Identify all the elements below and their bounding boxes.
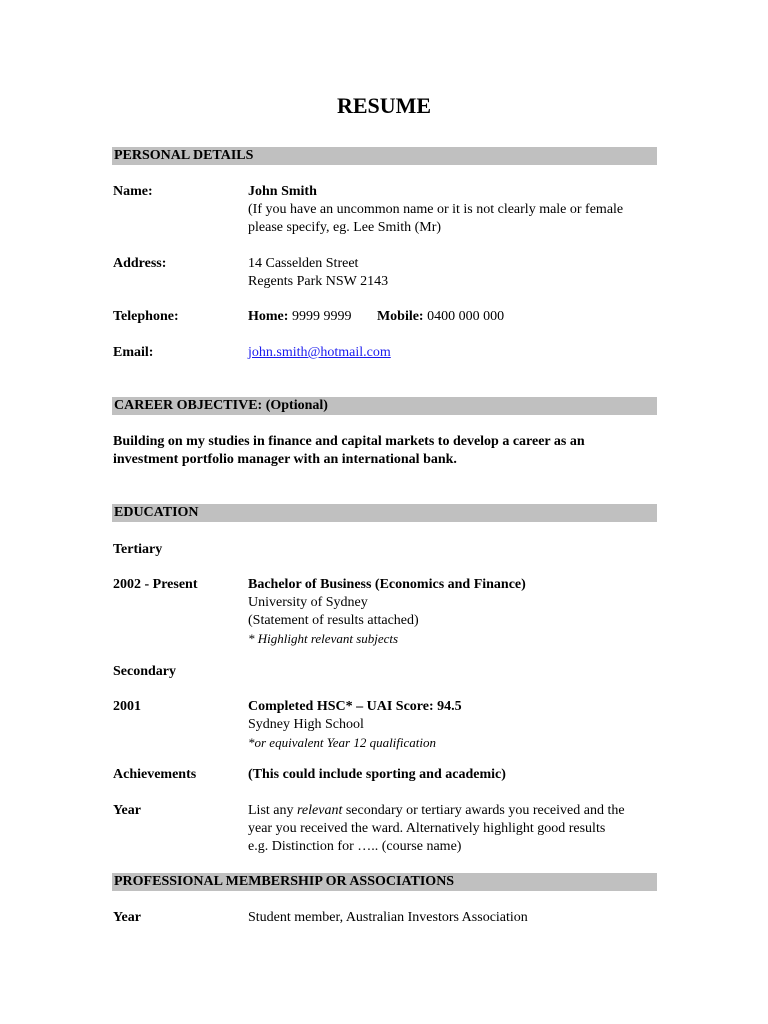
email-link[interactable]: john.smith@hotmail.com	[248, 345, 391, 360]
secondary-school: Sydney High School	[248, 717, 364, 732]
section-heading-membership: PROFESSIONAL MEMBERSHIP OR ASSOCIATIONS	[112, 873, 657, 891]
name-value: John Smith	[248, 184, 317, 199]
section-heading-objective: CAREER OBJECTIVE: (Optional)	[112, 397, 657, 415]
email-label: Email:	[113, 345, 154, 360]
secondary-year: 2001	[113, 699, 141, 714]
tertiary-period: 2002 - Present	[113, 577, 198, 592]
address-label: Address:	[113, 256, 167, 271]
awards-line-1a: List any	[248, 803, 297, 818]
achievements-value: (This could include sporting and academic)	[248, 767, 506, 782]
home-label: Home:	[248, 309, 289, 324]
achievements-label: Achievements	[113, 767, 197, 782]
secondary-block	[248, 698, 668, 752]
membership-year-label: Year	[113, 910, 141, 925]
name-block	[248, 183, 668, 237]
awards-year-label: Year	[113, 803, 141, 818]
email-block	[248, 344, 668, 362]
telephone-block	[248, 308, 668, 326]
awards-line-3: e.g. Distinction for ….. (course name)	[248, 839, 462, 854]
tertiary-school: University of Sydney	[248, 595, 368, 610]
awards-line-1	[248, 802, 668, 820]
awards-line-2: year you received the ward. Alternatively highlight good results	[248, 821, 606, 836]
secondary-result: Completed HSC* – UAI Score: 94.5	[248, 699, 462, 714]
secondary-note: *or equivalent Year 12 qualification	[248, 735, 437, 750]
tertiary-degree: Bachelor of Business (Economics and Finance)	[248, 577, 526, 592]
name-note-line-1: (If you have an uncommon name or it is not clearly male or female	[248, 202, 624, 217]
objective-line-2: investment portfolio manager with an international bank.	[113, 452, 457, 467]
awards-line-1c: secondary or tertiary awards you received and the	[342, 803, 625, 818]
awards-line-1-emphasis: relevant	[297, 803, 343, 818]
mobile-number: 0400 000 000	[427, 309, 505, 324]
tertiary-block	[248, 576, 668, 648]
name-note-line-2: please specify, eg. Lee Smith (Mr)	[248, 220, 442, 235]
tertiary-note: * Highlight relevant subjects	[248, 631, 399, 646]
page-title: RESUME	[336, 93, 432, 118]
objective-line-1: Building on my studies in finance and capital markets to develop a career as an	[113, 434, 585, 449]
home-number: 9999 9999	[291, 309, 352, 324]
telephone-label: Telephone:	[113, 309, 179, 324]
objective-text	[113, 433, 653, 469]
name-label: Name:	[113, 184, 153, 199]
section-heading-education: EDUCATION	[112, 504, 657, 522]
address-line-2: Regents Park NSW 2143	[248, 274, 389, 289]
awards-block	[248, 802, 668, 856]
secondary-label: Secondary	[113, 664, 176, 679]
address-line-1: 14 Casselden Street	[248, 256, 359, 271]
tertiary-label: Tertiary	[113, 542, 163, 557]
address-block	[248, 255, 668, 291]
mobile-label: Mobile:	[376, 309, 424, 324]
section-heading-personal: PERSONAL DETAILS	[112, 147, 657, 165]
tertiary-results: (Statement of results attached)	[248, 613, 419, 628]
membership-value: Student member, Australian Investors Association	[248, 910, 528, 925]
